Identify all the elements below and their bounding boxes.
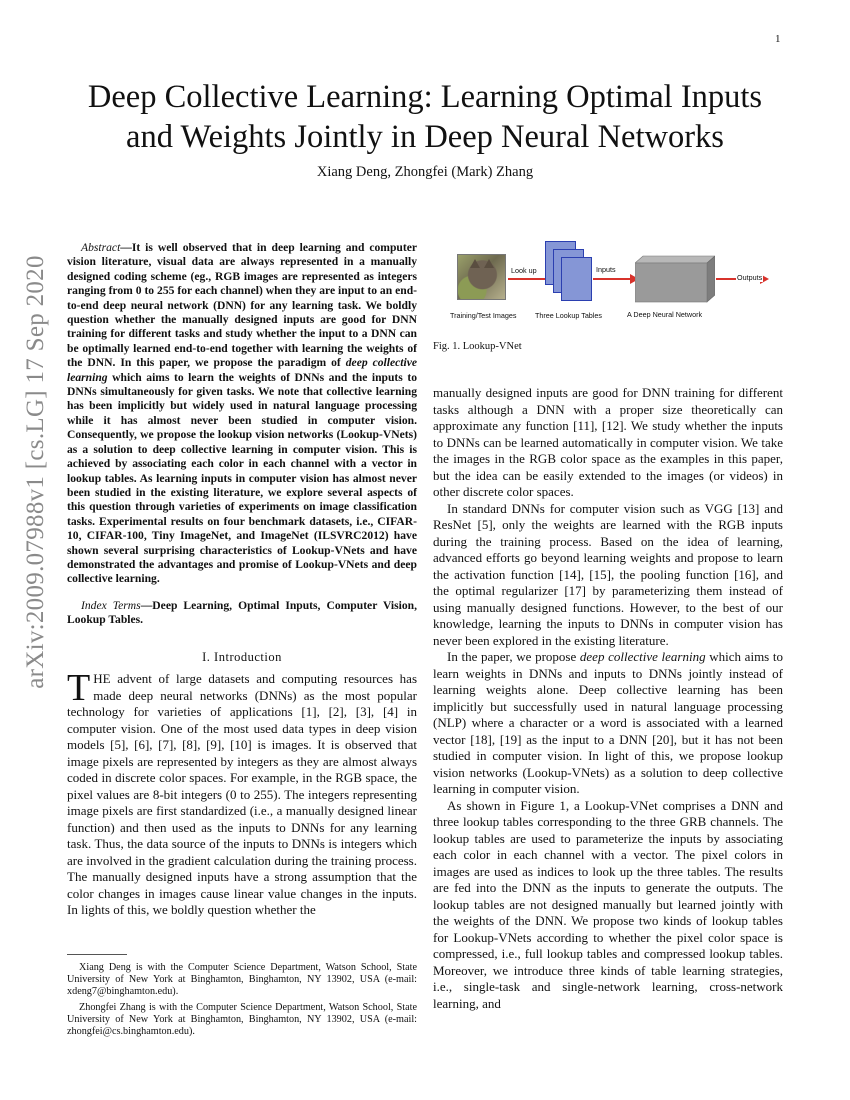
abstract-text-2: which aims to learn the weights of DNNs and the inputs to DNNs simultaneously for given tasks. We note that collective learning has been implicitly but widely used in natural language processing while it has almost never been studied in computer vision. Consequently, we propose the lookup vision networks (Lookup-VNets) as a solution to deep collective learning in computer vision. This is achieved by associating each color in each channel with a vector in lookup tables. As learning inputs in computer vision has almost never been studied in the existing literature, we explore several aspects of this question through varieties of experiments on image classification tasks. Experimental results on four benchmark datasets, i.e., CIFAR-10, CIFAR-100, Tiny ImageNet, and ImageNet (ILSVRC2012) have shown several surprising characteristics of Lookup-VNets and have demonstrated the advantages and promise of Lookup-VNets and deep collective learning. — [67, 370, 417, 586]
authors: Xiang Deng, Zhongfei (Mark) Zhang — [316, 164, 534, 180]
title-line-1: Deep Collective Learning: Learning Optimal Inputs — [87, 79, 763, 115]
paragraph-3 — [433, 649, 783, 798]
title-line-2: and Weights Jointly in Deep Neural Networks — [126, 119, 724, 155]
arxiv-stamp-text: arXiv:2009.07988v1 [cs.LG] 17 Sep 2020 — [22, 255, 49, 689]
index-terms-text: —Deep Learning, Optimal Inputs, Computer Vision, Lookup Tables. — [67, 598, 417, 627]
footnote-2: Zhongfei Zhang is with the Computer Science Department, Watson School, State University of New York at Binghamton, Binghamton, NY 13902, USA (e-mail: zhongfei@cs.binghamton.edu). — [67, 1001, 417, 1038]
cat-image — [457, 254, 506, 300]
cat-ear-left — [470, 259, 480, 268]
label-images: Training/Test Images — [450, 311, 517, 320]
paragraph-3-text-a: In the paper, we propose — [447, 649, 580, 664]
figure-lookup-vnet — [430, 235, 785, 385]
paragraph-3-text-b: which aims to learn weights in DNNs and inputs to DNNs jointly instead of learning weights alone. Deep collective learning has been implicitly but successfully used in natural language processing (NLP) where a character or a word is associated with a learned vector [18], [19] as the input to a DNN [20], but it has not been studied in computer vision. In light of this, we propose lookup vision networks (Lookup-VNets) as a solution to deep collective learning in computer vision. — [433, 649, 784, 796]
dnn-block — [635, 255, 715, 305]
footnote-rule — [67, 954, 127, 955]
page-number: 1 — [775, 33, 781, 45]
label-lookup: Look up — [511, 266, 537, 275]
abstract-lead: Abstract — [81, 241, 121, 254]
footnote-1: Xiang Deng is with the Computer Science Department, Watson School, State University of New York at Binghamton, Binghamton, NY 13902, USA (e-mail: xdeng7@binghamton.edu). — [67, 962, 417, 998]
paragraph-3-emphasis: deep collective learning — [579, 649, 706, 664]
paper-title — [40, 77, 810, 157]
label-inputs: Inputs — [596, 265, 616, 274]
intro-paragraph — [67, 667, 417, 919]
paragraph-4: As shown in Figure 1, a Lookup-VNet comprises a DNN and three lookup tables corresponding to the three GRB channels. The lookup tables are used to parameterize the inputs by associating each color in each channel with a vector. The pixel colors in images are used as indices to look up the three tables. The results are fed into the DNN as the inputs to generate the outputs. The lookup tables are not designed manually but learned jointly with the weights of the DNN. We propose two kinds of lookup tables for Lookup-VNets according to whether the pixel color space is compressed, i.e., full lookup tables and compressed lookup tables. Moreover, we introduce three kinds of table learning strategies, i.e., single-task and single-network learning, cross-network learning, and — [433, 797, 783, 1011]
paragraph-2: In standard DNNs for computer vision such as VGG [13] and ResNet [5], only the weights are learned with the RGB inputs during the training process. Based on the idea of learning, advanced efforts go beyond learning weights and propose to learn the activation function [14], [15], the pooling function [16], and the optimal regularizer [17] by parameterizing them instead of using manually designed functions. However, to the best of our knowledge, learning the inputs to DNNs in computer vision has never been explored in the existing literature. — [433, 500, 783, 648]
footnotes — [67, 962, 417, 1041]
paragraph-1: manually designed inputs are good for DNN training for different tasks although a DNN with a proper size theoretically can approximate any function [11], [12]. We study whether the inputs to DNNs can be learned automatically in computer vision. We take the images in the RGB color space as the examples in this paper, but the idea can be easily extended to the images (or videos) in other discrete color spaces. — [433, 385, 783, 499]
drop-cap: T — [67, 667, 91, 710]
index-terms-lead: Index Terms — [81, 598, 141, 612]
lookup-arrow-line — [508, 278, 548, 280]
index-terms — [67, 599, 417, 628]
right-column — [433, 385, 783, 1012]
abstract — [67, 241, 417, 587]
label-dnn: A Deep Neural Network — [627, 310, 703, 319]
label-outputs: Outputs — [737, 273, 763, 282]
section-heading: I. Introduction — [202, 649, 282, 664]
cat-ear-right — [484, 259, 494, 268]
inputs-arrow-line — [593, 278, 631, 280]
lookup-table-3 — [561, 257, 592, 301]
abstract-emphasis: deep collective learning — [67, 356, 417, 384]
left-column — [67, 241, 417, 919]
figure-caption: Fig. 1. Lookup-VNet — [433, 341, 522, 352]
intro-text: HE advent of large datasets and computing resources has made deep neural networks (DNNs) as the most popular technology for varieties of applications [1], [2], [3], [4] in computer vision. One of the most used data types in deep vision models [5], [6], [7], [8], [9], [10] is images. It is observed that image pixels are represented by integers as they are almost always coded in discrete color spaces. For example, in the RGB space, the pixel values are 8-bit integers (0 to 255). The integers representing image pixels are first standardized (i.e., a manually designed linear function) and then used as the inputs to DNNs for any learning task. Thus, the data source of the inputs to DNNs is integers which are involved in the gradient calculation during the training process. The manually designed inputs have a strong assumption that the color changes in images cause linear value changes in the inputs. In lights of this, we boldly question whether the — [67, 671, 417, 918]
label-tables: Three Lookup Tables — [535, 311, 602, 320]
abstract-text-1: —It is well observed that in deep learning and computer vision literature, visual data are always represented in a manually designed coding scheme (eg., RGB images are represented as integers ranging from 0 to 255 for each channel) when they are input to an end-to-end deep neural network (DNN) for any learning task. We boldly question whether the manually designed inputs are good for DNN training for different tasks and study whether the input to a DNN can be optimally learned end-to-end together with learning the weights of the DNN. In this paper, we propose the paradigm of — [67, 241, 417, 370]
